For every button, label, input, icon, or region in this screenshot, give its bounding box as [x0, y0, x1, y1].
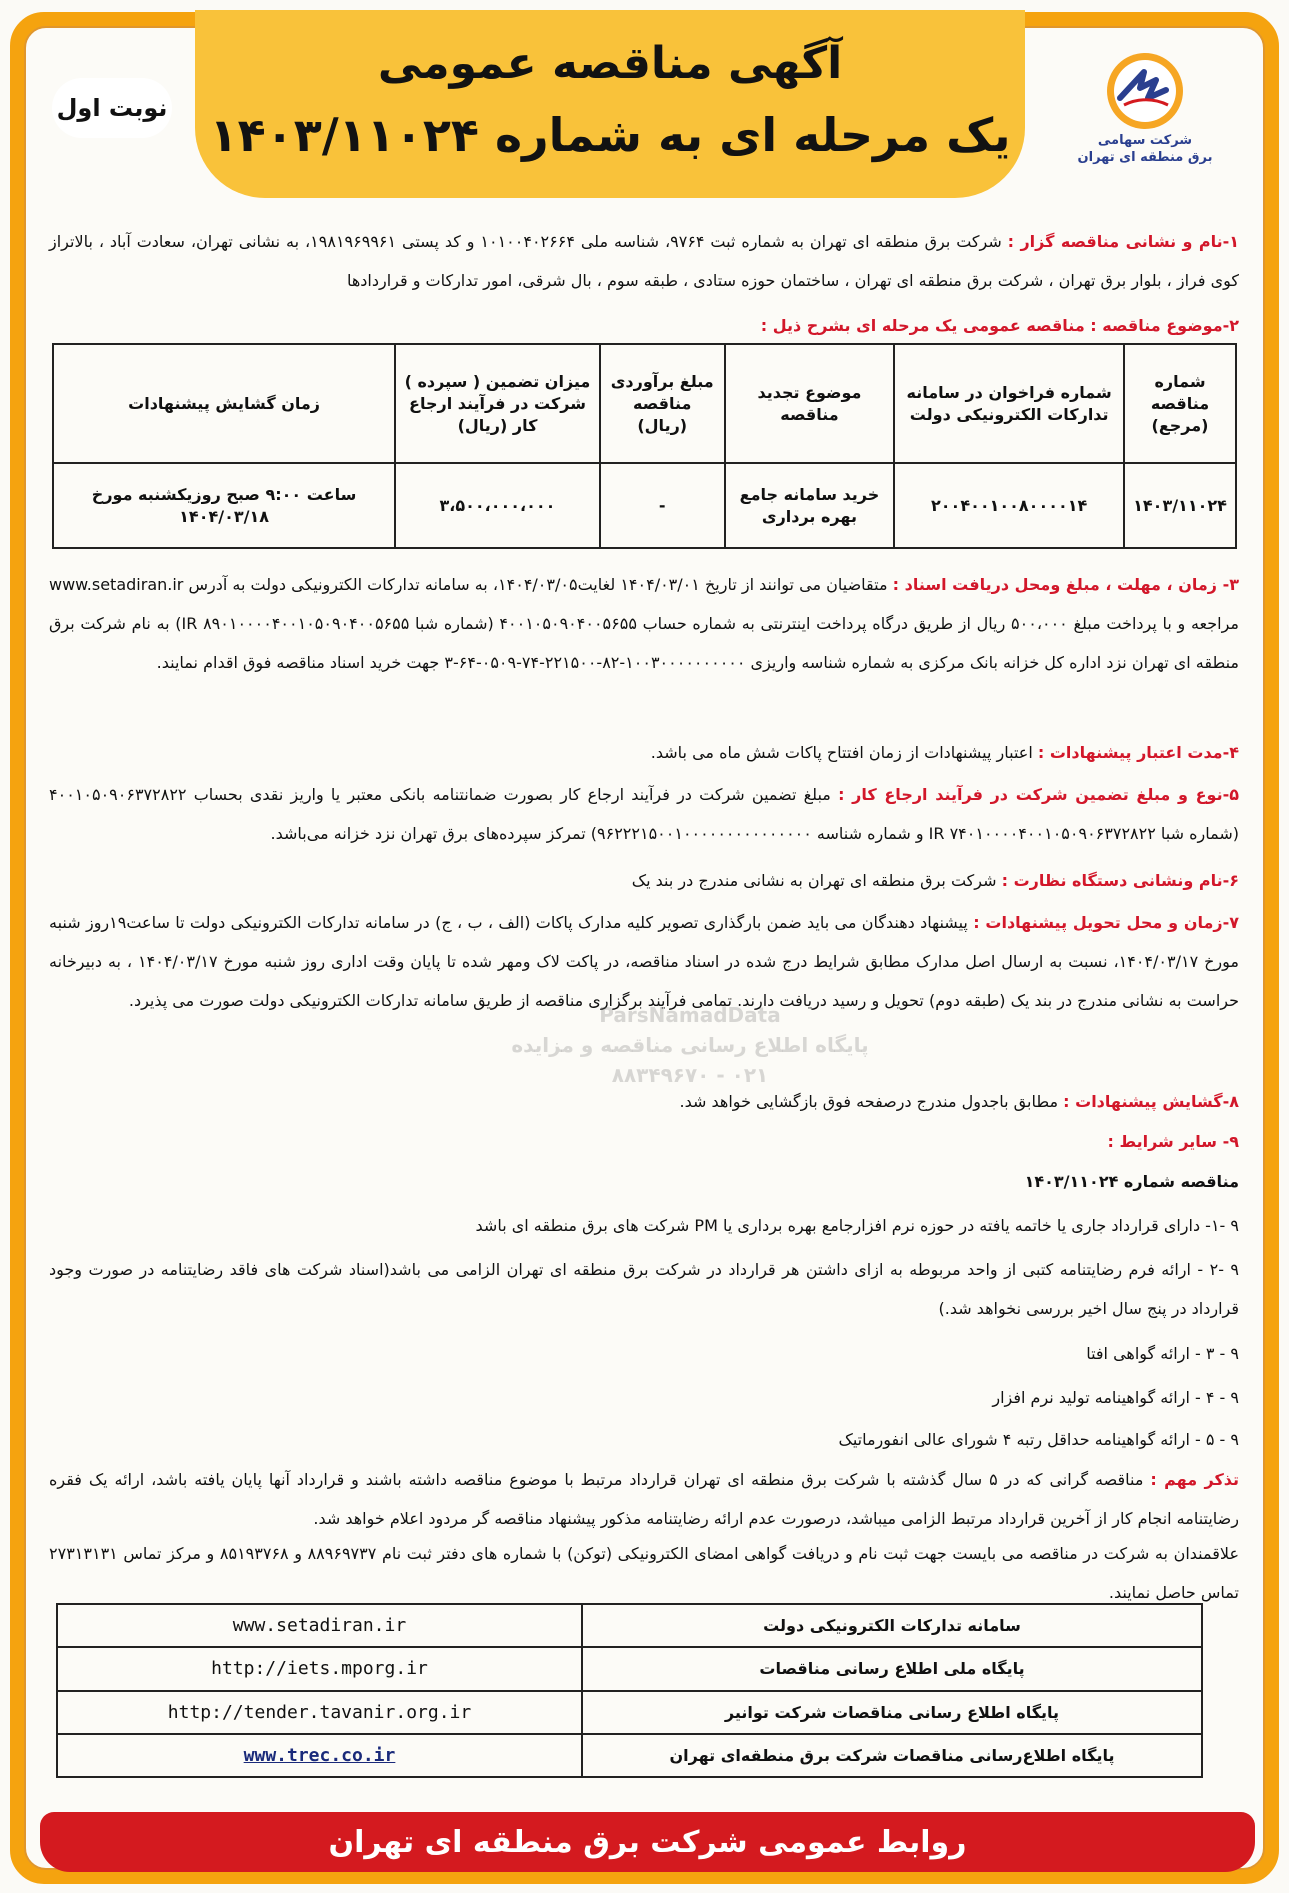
- lightning-logo-icon: [1104, 50, 1186, 132]
- link-trec-cell: [57, 1734, 582, 1777]
- company-logo: [1070, 50, 1220, 185]
- tender-table: [52, 343, 1237, 549]
- table-row: [53, 463, 1236, 548]
- section-9: [49, 1122, 1239, 1161]
- tender-table-header-row: [53, 344, 1236, 463]
- link-trec[interactable]: www.trec.co.ir: [243, 1744, 396, 1766]
- link-setad[interactable]: www.setadiran.ir: [57, 1604, 582, 1647]
- section-7-text: پیشنهاد دهندگان می باید ضمن بارگذاری تصویر کلیه مدارک پاکات (الف ، ب ، ج) در سامانه تدارکات الکترونیکی دولت تا ساعت۱۹روز شنبه مورخ ۱۴۰۴/۰۳/۱۷، نسبت به ارسال اصل مدارک مطابق شرایط درج شده در اسناد مناقصه، در پاکت لاک ومهر شده تا پایان وقت اداری روز شنبه مورخ ۱۴۰۴/۰۳/۱۷ ، به دبیرخانه حراست به نشانی مندرج در بند یک (طبقه دوم) تحویل و رسید دریافت دارند. تمامی فرآیند برگزاری مناقصه از طریق سامانه تدارکات الکترونیکی دولت صورت می پذیرد.: [49, 913, 1239, 1010]
- important-note-heading: تذکر مهم :: [1150, 1470, 1240, 1489]
- section-9-tender-number: مناقصه شماره ۱۴۰۳/۱۱۰۲۴: [1024, 1172, 1239, 1191]
- td-subject: خرید سامانه جامع بهره برداری: [725, 463, 895, 548]
- th-call-number: شماره فراخوان در سامانه تدارکات الکترونیکی دولت: [894, 344, 1124, 463]
- table-row: [57, 1734, 1202, 1777]
- td-opening-time: ساعت ۹:۰۰ صبح روزیکشنبه مورخ ۱۴۰۴/۰۳/۱۸: [53, 463, 395, 548]
- th-guarantee: میزان تضمین ( سپرده ) شرکت در فرآیند ارجاع کار (ریال): [395, 344, 600, 463]
- watermark-line-2: پایگاه اطلاع رسانی مناقصه و مزایده: [511, 1033, 869, 1057]
- section-1-heading: ۱-نام و نشانی مناقصه گزار :: [1007, 232, 1239, 251]
- link-label-trec: پایگاه اطلاع‌رسانی مناقصات شرکت برق منطقه‌ای تهران: [582, 1734, 1202, 1777]
- notice-subtitle: یک مرحله ای به شماره ۱۴۰۳/۱۱۰۲۴: [209, 108, 1011, 162]
- section-9-item-3: ۹ - ۳ - ارائه گواهی افتا: [1086, 1344, 1239, 1363]
- watermark-line-3: ۰۲۱ - ۸۸۳۴۹۶۷۰: [611, 1063, 769, 1087]
- link-label-tavanir: پایگاه اطلاع رسانی مناقصات شرکت توانیر: [582, 1691, 1202, 1734]
- td-guarantee: ۳،۵۰۰،۰۰۰،۰۰۰: [395, 463, 600, 548]
- section-6-text: شرکت برق منطقه ای تهران به نشانی مندرج در بند یک: [631, 871, 997, 890]
- section-5-text: مبلغ تضمین شرکت در فرآیند ارجاع کار بصورت ضمانتنامه بانکی معتبر یا واریز نقدی بحساب ۴۰۰۱۰۵۰۹۰۶۳۷۲۸۲۲ (شماره شبا IR ۷۴۰۱۰۰۰۰۴۰۰۱۰۵۰۹۰۶۳۷۲۸۲۲ و شماره شناسه ۹۶۲۲۲۱۵۰۰۱۰۰۰۰۰۰۰۰۰۰۰۰۰۰۰) تمرکز سپرده‌های برق تهران نزد خزانه می‌باشد.: [49, 785, 1239, 843]
- section-3-text: متقاضیان می توانند از تاریخ ۱۴۰۴/۰۳/۰۱ لغایت۱۴۰۴/۰۳/۰۵، به سامانه تدارکات الکترونیکی دولت به آدرس www.setadiran.ir مراجعه و با پرداخت مبلغ ۵۰۰،۰۰۰ ریال از طریق درگاه پرداخت اینترنتی به شماره حساب ۴۰۰۱۰۵۰۹۰۴۰۰۵۶۵۵ (شماره شبا IR ۸۹۰۱۰۰۰۰۴۰۰۱۰۵۰۹۰۴۰۰۵۶۵۵) به نام شرکت برق منطقه ای تهران نزد اداره کل خزانه بانک مرکزی به شماره شناسه واریزی ۱۰۰۳۰۰۰۰۰۰۰۰۰۰-۸۲-۲۲۱۵۰۰-۷۴-۰۵۰۹-۶۴-۳ جهت خرید اسناد مناقصه فوق اقدام نمایند.: [49, 575, 1239, 672]
- section-3: [49, 565, 1239, 682]
- th-tender-number: شماره مناقصه (مرجع): [1124, 344, 1236, 463]
- section-5: [49, 775, 1239, 853]
- th-opening-time: زمان گشایش پیشنهادات: [53, 344, 395, 463]
- td-tender-number: ۱۴۰۳/۱۱۰۲۴: [1124, 463, 1236, 548]
- section-9-item-1: ۹ -۱- دارای قرارداد جاری یا خاتمه یافته در حوزه نرم افزارجامع بهره برداری یا PM شرکت های برق منطقه ای باشد: [475, 1216, 1239, 1235]
- section-9-item-4: ۹ - ۴ - ارائه گواهینامه تولید نرم افزار: [992, 1388, 1239, 1407]
- section-8-heading: ۸-گشایش پیشنهادات :: [1063, 1092, 1239, 1111]
- link-label-setad: سامانه تدارکات الکترونیکی دولت: [582, 1604, 1202, 1647]
- link-tavanir[interactable]: http://tender.tavanir.org.ir: [57, 1691, 582, 1734]
- round-label: نوبت اول: [52, 78, 172, 138]
- important-note-text: مناقصه گرانی که در ۵ سال گذشته با شرکت برق منطقه ای تهران قرارداد مرتبط با موضوع مناقصه داشته باشند و قرارداد آنها پایان یافته باشد، ارائه یک فقره رضایتنامه انجام کار از آخرین قرارداد مرتبط الزامی میباشد، درصورت عدم ارائه رضایتنامه مذکور پیشنهاد مناقصه گر مردود اعلام خواهد شد.: [49, 1470, 1239, 1528]
- section-9-heading: ۹- سایر شرایط :: [1107, 1132, 1239, 1151]
- th-estimate: مبلغ برآوردی مناقصه (ریال): [600, 344, 725, 463]
- section-4: [49, 733, 1239, 772]
- section-1: [49, 222, 1239, 300]
- important-note: [49, 1460, 1239, 1538]
- watermark: [390, 1000, 990, 1090]
- section-4-text: اعتبار پیشنهادات از زمان افتتاح پاکات شش ماه می باشد.: [650, 743, 1033, 762]
- section-5-heading: ۵-نوع و مبلغ تضمین شرکت در فرآیند ارجاع کار :: [838, 785, 1239, 804]
- td-estimate: -: [600, 463, 725, 548]
- table-row: [57, 1647, 1202, 1690]
- section-6: [49, 861, 1239, 900]
- section-2-heading: ۲-موضوع مناقصه : مناقصه عمومی یک مرحله ای بشرح ذیل :: [760, 316, 1239, 335]
- section-1-text: شرکت برق منطقه ای تهران به شماره ثبت ۹۷۶۴، شناسه ملی ۱۰۱۰۰۴۰۲۶۶۴ و کد پستی ۱۹۸۱۹۶۹۹۶۱، به نشانی تهران، سعادت آباد ، بالاتراز کوی فراز ، بلوار برق تهران ، شرکت برق منطقه ای تهران ، ساختمان حوزه ستادی ، طبقه سوم ، بال شرقی، امور تدارکات و قراردادها: [49, 232, 1239, 290]
- td-call-number: ۲۰۰۴۰۰۱۰۰۸۰۰۰۰۱۴: [894, 463, 1124, 548]
- link-iets[interactable]: http://iets.mporg.ir: [57, 1647, 582, 1690]
- links-table: [56, 1603, 1203, 1778]
- footer-banner: روابط عمومی شرکت برق منطقه ای تهران: [40, 1812, 1255, 1872]
- notice-title: آگهی مناقصه عمومی: [377, 38, 843, 89]
- watermark-line-1: ParsNamadData: [599, 1003, 781, 1027]
- logo-caption-2: برق منطقه ای تهران: [1077, 150, 1213, 165]
- link-label-iets: پایگاه ملی اطلاع رسانی مناقصات: [582, 1647, 1202, 1690]
- section-8-text: مطابق باجدول مندرج درصفحه فوق بازگشایی خواهد شد.: [679, 1092, 1059, 1111]
- section-9-item-5: ۹ - ۵ - ارائه گواهینامه حداقل رتبه ۴ شورای عالی انفورماتیک: [838, 1430, 1239, 1449]
- table-row: [57, 1604, 1202, 1647]
- contact-info: علاقمندان به شرکت در مناقصه می بایست جهت ثبت نام و دریافت گواهی امضای الکترونیکی (توکن) با شماره های دفتر ثبت نام ۸۸۹۶۹۷۳۷ و ۸۵۱۹۳۷۶۸ و مرکز تماس ۲۷۳۱۳۱۳۱ تماس حاصل نمایند.: [49, 1544, 1239, 1602]
- th-subject: موضوع تجدید مناقصه: [725, 344, 895, 463]
- section-7-heading: ۷-زمان و محل تحویل پیشنهادات :: [973, 913, 1240, 932]
- section-9-item-2: ۹ -۲ - ارائه فرم رضایتنامه کتبی از واحد مربوطه به ازای داشتن هر قرارداد در شرکت برق منطقه ای تهران الزامی می باشد(اسناد شرکت های فاقد رضایتنامه در صورت وجود قرارداد در پنج سال اخیر بررسی نخواهد شد.): [49, 1260, 1240, 1318]
- section-4-heading: ۴-مدت اعتبار پیشنهادات :: [1037, 743, 1239, 762]
- logo-caption-1: شرکت سهامی: [1097, 133, 1193, 148]
- section-2: [49, 306, 1239, 345]
- section-3-heading: ۳- زمان ، مهلت ، مبلغ ومحل دریافت اسناد :: [892, 575, 1239, 594]
- table-row: [57, 1691, 1202, 1734]
- section-6-heading: ۶-نام ونشانی دستگاه نظارت :: [1001, 871, 1239, 890]
